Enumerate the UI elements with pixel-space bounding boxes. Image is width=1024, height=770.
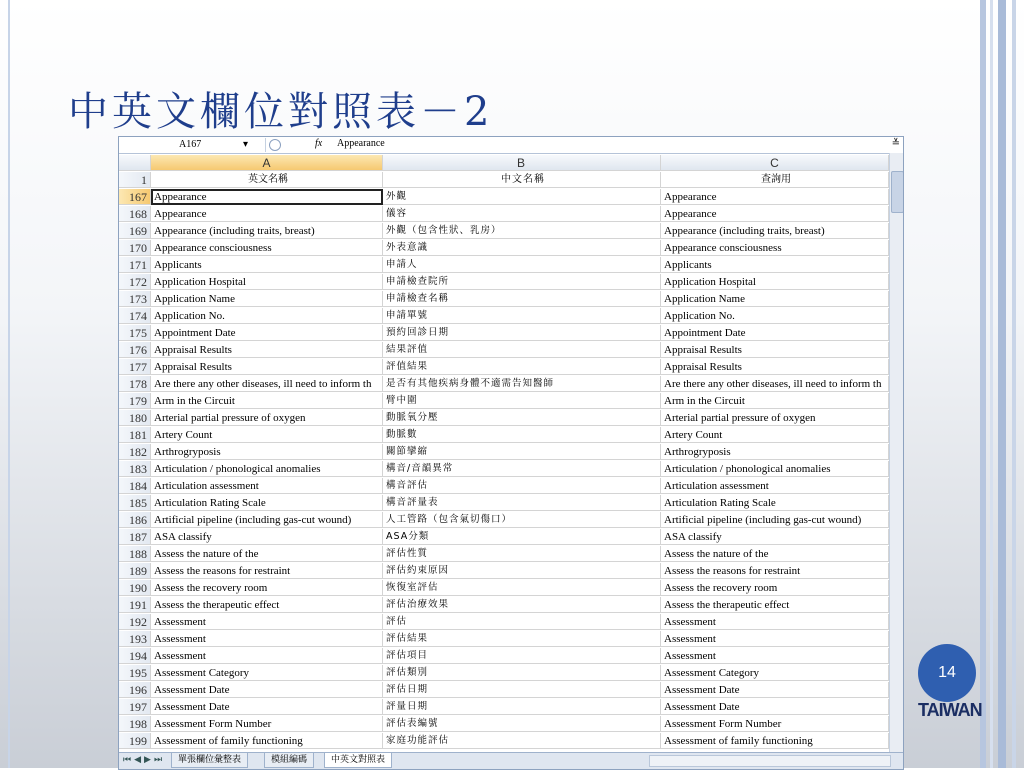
row-number[interactable]: 190: [119, 580, 151, 596]
cell-query[interactable]: Artery Count: [661, 427, 889, 443]
row-number[interactable]: 177: [119, 359, 151, 375]
cell-english[interactable]: Appearance: [151, 189, 383, 205]
cell-english[interactable]: ASA classify: [151, 529, 383, 545]
cell-english[interactable]: Appearance (including traits, breast): [151, 223, 383, 239]
name-box-value: A167: [179, 139, 202, 150]
row-number[interactable]: 191: [119, 597, 151, 613]
row-number[interactable]: 183: [119, 461, 151, 477]
cell-chinese[interactable]: 評估治療效果: [383, 597, 661, 613]
row-number[interactable]: 173: [119, 291, 151, 307]
table-row: [119, 614, 889, 631]
row-number[interactable]: 172: [119, 274, 151, 290]
cell-english[interactable]: Assessment: [151, 614, 383, 630]
sheet-tab-bar: [119, 752, 903, 769]
row-number[interactable]: 185: [119, 495, 151, 511]
cell-query[interactable]: Assessment: [661, 631, 889, 647]
cell-chinese[interactable]: 外表意識: [383, 240, 661, 256]
tab-navigation-arrows[interactable]: ⏮◀▶⏭: [123, 755, 166, 765]
cell-chinese[interactable]: 評值結果: [383, 359, 661, 375]
row-number[interactable]: 181: [119, 427, 151, 443]
table-row: [119, 410, 889, 427]
row-number[interactable]: 192: [119, 614, 151, 630]
cell-english[interactable]: Appraisal Results: [151, 359, 383, 375]
cell-query[interactable]: Application No.: [661, 308, 889, 324]
cell-english[interactable]: Assessment Category: [151, 665, 383, 681]
cell-query[interactable]: Arthrogryposis: [661, 444, 889, 460]
cell-query[interactable]: Appearance (including traits, breast): [661, 223, 889, 239]
cell-query[interactable]: Applicants: [661, 257, 889, 273]
cell-query[interactable]: Appointment Date: [661, 325, 889, 341]
scrollbar-thumb[interactable]: [891, 171, 904, 213]
column-header-a[interactable]: A: [151, 155, 383, 171]
cell-chinese[interactable]: 構音評量表: [383, 495, 661, 511]
cell-english[interactable]: Artery Count: [151, 427, 383, 443]
table-row: [119, 240, 889, 257]
row-number[interactable]: 195: [119, 665, 151, 681]
cell-english[interactable]: Appraisal Results: [151, 342, 383, 358]
cell-query[interactable]: Assessment Date: [661, 682, 889, 698]
cell-query[interactable]: Assessment Form Number: [661, 716, 889, 732]
table-row: [119, 427, 889, 444]
cell-chinese[interactable]: 申請檢查院所: [383, 274, 661, 290]
cell-english[interactable]: Arm in the Circuit: [151, 393, 383, 409]
cell-query[interactable]: Assessment: [661, 614, 889, 630]
cell-english[interactable]: Applicants: [151, 257, 383, 273]
spreadsheet-window: [118, 136, 904, 770]
table-row: [119, 393, 889, 410]
name-box[interactable]: [125, 138, 266, 152]
header-cell-chinese[interactable]: 中文名稱: [383, 172, 661, 188]
select-all-corner[interactable]: [119, 155, 151, 171]
right-decorative-bars: [978, 0, 1024, 768]
table-row: [119, 495, 889, 512]
cell-query[interactable]: Appearance consciousness: [661, 240, 889, 256]
cell-english[interactable]: Assess the therapeutic effect: [151, 597, 383, 613]
cell-chinese[interactable]: 是否有其他疾病身體不適需告知醫師: [383, 376, 661, 392]
table-row: [119, 376, 889, 393]
cell-chinese[interactable]: 評估類別: [383, 665, 661, 681]
row-number[interactable]: 1: [119, 172, 151, 188]
cell-query[interactable]: Assessment of family functioning: [661, 733, 889, 749]
table-row: [119, 342, 889, 359]
cell-english[interactable]: Are there any other diseases, ill need to inform th: [151, 376, 383, 392]
row-number[interactable]: 187: [119, 529, 151, 545]
cell-chinese[interactable]: 評估結果: [383, 631, 661, 647]
header-cell-english[interactable]: 英文名稱: [151, 172, 383, 188]
row-number[interactable]: 168: [119, 206, 151, 222]
table-row: [119, 546, 889, 563]
cell-english[interactable]: Assessment of family functioning: [151, 733, 383, 749]
cell-chinese[interactable]: 結果評值: [383, 342, 661, 358]
cell-query[interactable]: Application Name: [661, 291, 889, 307]
row-number[interactable]: 174: [119, 308, 151, 324]
formula-cancel-icon[interactable]: [269, 139, 281, 151]
left-decorative-rule: [8, 0, 10, 768]
slide-title: 中英文欄位對照表－2: [68, 89, 494, 135]
cell-query[interactable]: Articulation / phonological anomalies: [661, 461, 889, 477]
table-row: [119, 733, 889, 750]
cell-english[interactable]: Assess the recovery room: [151, 580, 383, 596]
formula-bar: [119, 137, 903, 154]
cell-chinese[interactable]: 申請檢查名稱: [383, 291, 661, 307]
row-number[interactable]: 184: [119, 478, 151, 494]
horizontal-scrollbar[interactable]: [649, 755, 891, 767]
cell-chinese[interactable]: 預約回診日期: [383, 325, 661, 341]
cell-english[interactable]: Assess the nature of the: [151, 546, 383, 562]
table-row: [119, 172, 889, 189]
table-row: [119, 512, 889, 529]
table-row: [119, 580, 889, 597]
cell-query[interactable]: Assessment Date: [661, 699, 889, 715]
cell-english[interactable]: Appearance consciousness: [151, 240, 383, 256]
cell-chinese[interactable]: 關節攣縮: [383, 444, 661, 460]
row-number[interactable]: 180: [119, 410, 151, 426]
cell-query[interactable]: Appraisal Results: [661, 359, 889, 375]
column-header-b[interactable]: B: [383, 155, 661, 171]
cell-english[interactable]: Appointment Date: [151, 325, 383, 341]
cell-english[interactable]: Arthrogryposis: [151, 444, 383, 460]
cell-grid: [119, 155, 889, 750]
row-number[interactable]: 199: [119, 733, 151, 749]
cell-chinese[interactable]: 動脈氧分壓: [383, 410, 661, 426]
cell-english[interactable]: Assessment Date: [151, 699, 383, 715]
vertical-scrollbar[interactable]: [889, 153, 903, 753]
row-number[interactable]: 178: [119, 376, 151, 392]
table-row: [119, 648, 889, 665]
table-row: [119, 665, 889, 682]
row-number[interactable]: 167: [119, 189, 151, 205]
cell-query[interactable]: Appearance: [661, 206, 889, 222]
taiwan-logo: TAIWAN: [918, 700, 982, 720]
table-row: [119, 461, 889, 478]
table-row: [119, 631, 889, 648]
cell-chinese[interactable]: 評估項目: [383, 648, 661, 664]
row-number[interactable]: 194: [119, 648, 151, 664]
cell-query[interactable]: Artificial pipeline (including gas-cut wound): [661, 512, 889, 528]
row-number[interactable]: 170: [119, 240, 151, 256]
row-number[interactable]: 182: [119, 444, 151, 460]
cell-english[interactable]: Application Hospital: [151, 274, 383, 290]
sheet-tab[interactable]: 中英文對照表: [324, 753, 392, 768]
cell-chinese[interactable]: 評估表編號: [383, 716, 661, 732]
row-number[interactable]: 169: [119, 223, 151, 239]
cell-query[interactable]: Application Hospital: [661, 274, 889, 290]
fx-icon[interactable]: fx: [315, 138, 323, 149]
table-row: [119, 699, 889, 716]
cell-chinese[interactable]: ASA分類: [383, 529, 661, 545]
cell-chinese[interactable]: 評估性質: [383, 546, 661, 562]
cell-english[interactable]: Assessment: [151, 648, 383, 664]
cell-query[interactable]: Articulation assessment: [661, 478, 889, 494]
cell-chinese[interactable]: 動脈數: [383, 427, 661, 443]
table-row: [119, 308, 889, 325]
column-header-row: [119, 155, 889, 172]
cell-chinese[interactable]: 恢復室評估: [383, 580, 661, 596]
cell-chinese[interactable]: 評量日期: [383, 699, 661, 715]
cell-english[interactable]: Articulation Rating Scale: [151, 495, 383, 511]
cell-query[interactable]: Arm in the Circuit: [661, 393, 889, 409]
cell-chinese[interactable]: 評估日期: [383, 682, 661, 698]
cell-english[interactable]: Assess the reasons for restraint: [151, 563, 383, 579]
row-number[interactable]: 179: [119, 393, 151, 409]
cell-chinese[interactable]: 構音/音韻異常: [383, 461, 661, 477]
cell-chinese[interactable]: 評估約束原因: [383, 563, 661, 579]
sheet-tab[interactable]: 模組編碼: [264, 753, 314, 768]
cell-english[interactable]: Artificial pipeline (including gas-cut wound): [151, 512, 383, 528]
cell-chinese[interactable]: 家庭功能評估: [383, 733, 661, 749]
row-number[interactable]: 176: [119, 342, 151, 358]
table-row: [119, 478, 889, 495]
cell-query[interactable]: Appraisal Results: [661, 342, 889, 358]
cell-chinese[interactable]: 外觀: [383, 189, 661, 205]
table-row: [119, 325, 889, 342]
cell-query[interactable]: Assess the nature of the: [661, 546, 889, 562]
table-row: [119, 274, 889, 291]
cell-query[interactable]: Assess the therapeutic effect: [661, 597, 889, 613]
sheet-tab[interactable]: 單張欄位彙整表: [171, 753, 248, 768]
cell-query[interactable]: ASA classify: [661, 529, 889, 545]
row-number[interactable]: 197: [119, 699, 151, 715]
page-number-badge: 14: [918, 644, 976, 702]
cell-english[interactable]: Arterial partial pressure of oxygen: [151, 410, 383, 426]
row-number[interactable]: 171: [119, 257, 151, 273]
name-box-dropdown-icon[interactable]: ▾: [243, 139, 249, 150]
formula-input[interactable]: Appearance: [337, 138, 385, 149]
row-number[interactable]: 196: [119, 682, 151, 698]
cell-chinese[interactable]: 外觀（包含性狀、乳房）: [383, 223, 661, 239]
table-row: [119, 223, 889, 240]
table-row: [119, 529, 889, 546]
column-header-c[interactable]: C: [661, 155, 889, 171]
table-row: [119, 206, 889, 223]
cell-query[interactable]: Articulation Rating Scale: [661, 495, 889, 511]
cell-chinese[interactable]: 人工管路（包含氣切傷口）: [383, 512, 661, 528]
row-number[interactable]: 189: [119, 563, 151, 579]
table-row: [119, 563, 889, 580]
table-row: [119, 189, 889, 206]
cell-query[interactable]: Assessment: [661, 648, 889, 664]
table-row: [119, 257, 889, 274]
table-row: [119, 291, 889, 308]
cell-chinese[interactable]: 構音評估: [383, 478, 661, 494]
table-row: [119, 444, 889, 461]
cell-chinese[interactable]: 評估: [383, 614, 661, 630]
table-row: [119, 597, 889, 614]
cell-query[interactable]: Are there any other diseases, ill need to inform th: [661, 376, 889, 392]
cell-english[interactable]: Appearance: [151, 206, 383, 222]
table-row: [119, 682, 889, 699]
cell-english[interactable]: Articulation assessment: [151, 478, 383, 494]
row-number[interactable]: 188: [119, 546, 151, 562]
header-cell-query[interactable]: 查詢用: [661, 172, 889, 188]
cell-query[interactable]: Arterial partial pressure of oxygen: [661, 410, 889, 426]
cell-query[interactable]: Assess the reasons for restraint: [661, 563, 889, 579]
expand-formula-icon[interactable]: ≚: [891, 138, 900, 149]
table-row: [119, 359, 889, 376]
cell-chinese[interactable]: 申請單號: [383, 308, 661, 324]
cell-query[interactable]: Appearance: [661, 189, 889, 205]
cell-chinese[interactable]: 申請人: [383, 257, 661, 273]
cell-query[interactable]: Assess the recovery room: [661, 580, 889, 596]
cell-query[interactable]: Assessment Category: [661, 665, 889, 681]
table-row: [119, 716, 889, 733]
row-number[interactable]: 175: [119, 325, 151, 341]
cell-english[interactable]: Application Name: [151, 291, 383, 307]
cell-english[interactable]: Assessment Date: [151, 682, 383, 698]
cell-english[interactable]: Assessment Form Number: [151, 716, 383, 732]
cell-chinese[interactable]: 儀容: [383, 206, 661, 222]
row-number[interactable]: 193: [119, 631, 151, 647]
cell-english[interactable]: Application No.: [151, 308, 383, 324]
cell-chinese[interactable]: 臂中圍: [383, 393, 661, 409]
cell-english[interactable]: Assessment: [151, 631, 383, 647]
cell-english[interactable]: Articulation / phonological anomalies: [151, 461, 383, 477]
row-number[interactable]: 198: [119, 716, 151, 732]
row-number[interactable]: 186: [119, 512, 151, 528]
